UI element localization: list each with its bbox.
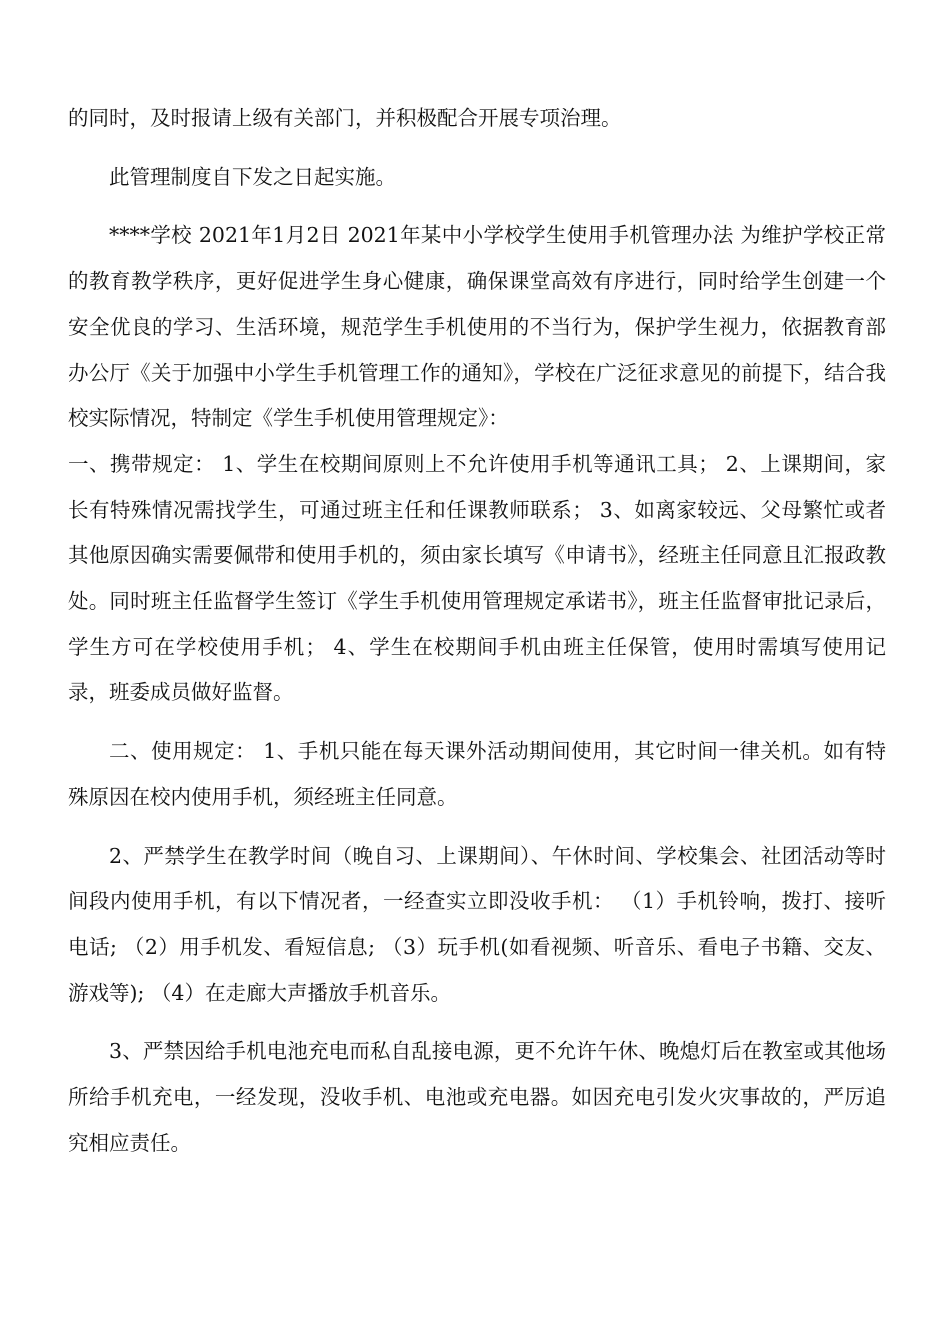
paragraph-carry-rules: 一、携带规定： 1、学生在校期间原则上不允许使用手机等通讯工具； 2、上课期间，家长有特殊情况需找学生，可通过班主任和任课教师联系； 3、如离家较远、父母繁忙或者其他原因确实需要佩带和使用手机的，须由家长填写《申请书》，经班主任同意且汇报政教处。同时班主任监督学生签订《学生手机使用管理规定承诺书》，班主任监督审批记录后，学生方可在学校使用手机； 4、学生在校期间手机由班主任保管，使用时需填写使用记录，班委成员做好监督。	[68, 451, 886, 705]
document-body	[68, 96, 886, 1166]
paragraph-intro: ****学校 2021年1月2日 2021年某中小学校学生使用手机管理办法 为维护学校正常的教育教学秩序，更好促进学生身心健康，确保课堂高效有序进行，同时给学生创建一个安全优良的学习、生活环境，规范学生手机使用的不当行为，保护学生视力，依据教育部办公厅《关于加强中小学生手机管理工作的通知》，学校在广泛征求意见的前提下，结合我校实际情况，特制定《学生手机使用管理规定》：	[68, 223, 886, 431]
paragraph-prohibited-times: 2、严禁学生在教学时间（晚自习、上课期间）、午休时间、学校集会、社团活动等时间段内使用手机，有以下情况者，一经查实立即没收手机： （1）手机铃响，拨打、接听电话; （2）用手机发、看短信息; （3）玩手机(如看视频、听音乐、看电子书籍、交友、游戏等); （4）在走廊大声播放手机音乐。	[68, 843, 886, 1005]
paragraph-continuation: 的同时，及时报请上级有关部门，并积极配合开展专项治理。	[68, 106, 622, 130]
paragraph-effective-date: 此管理制度自下发之日起实施。	[109, 164, 396, 189]
paragraph-usage-rules: 二、使用规定： 1、手机只能在每天课外活动期间使用，其它时间一律关机。如有特殊原因在校内使用手机，须经班主任同意。	[68, 739, 886, 809]
paragraph-charging-rules: 3、严禁因给手机电池充电而私自乱接电源，更不允许午休、晚熄灯后在教室或其他场所给手机充电，一经发现，没收手机、电池或充电器。如因充电引发火灾事故的，严厉追究相应责任。	[68, 1039, 886, 1155]
